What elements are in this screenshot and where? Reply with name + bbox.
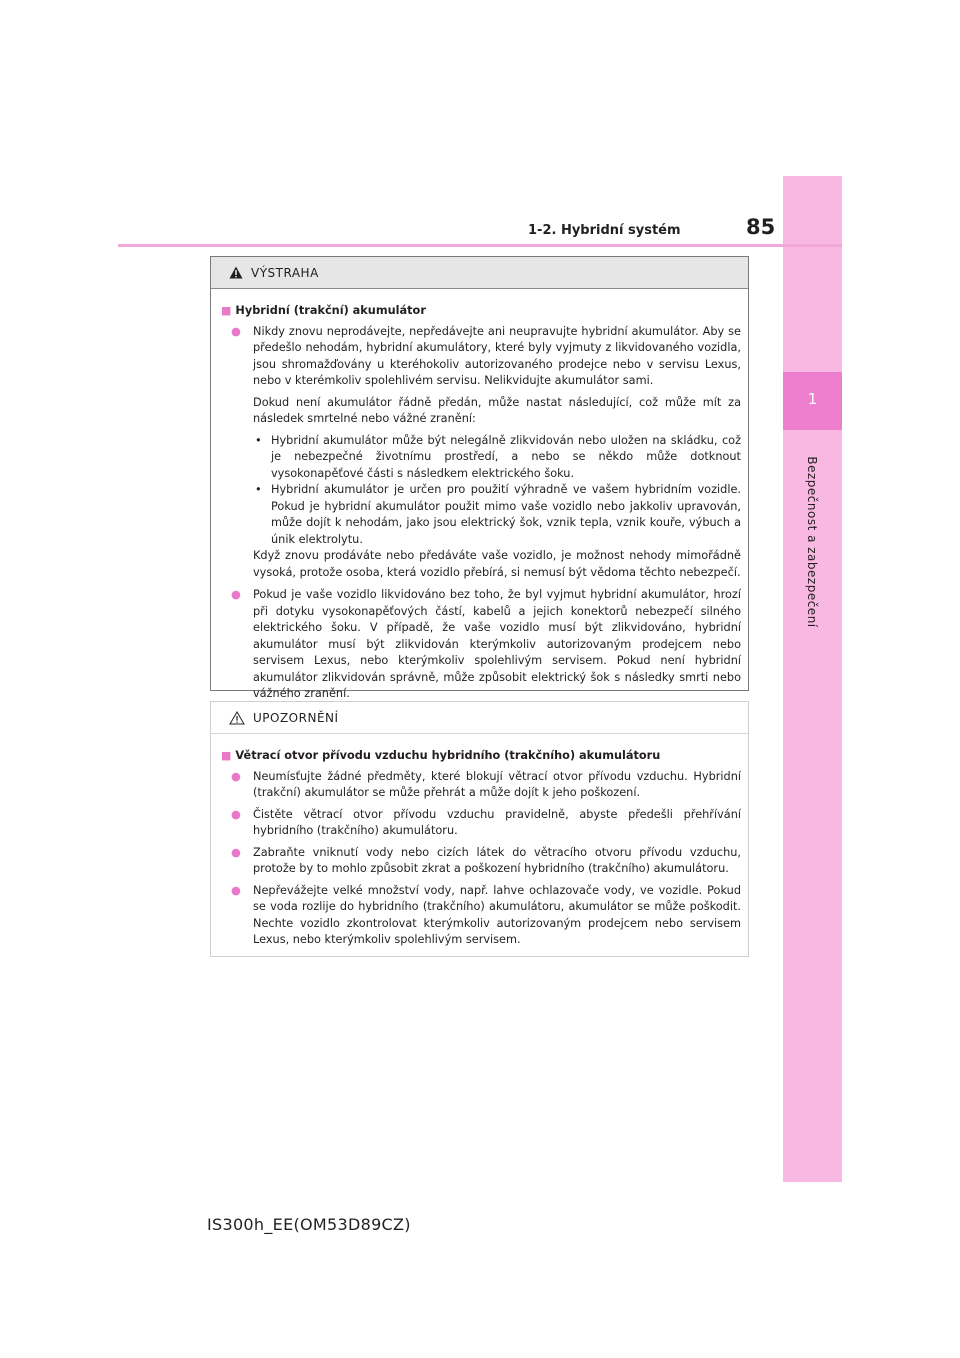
warning-triangle-icon bbox=[229, 266, 243, 279]
caution-bullet-text: Neumísťujte žádné předměty, které blokují větrací otvor přívodu vzduchu. Hybridní (trakční) akumulátor se může přehrát a může dojít k jeho poškození. bbox=[253, 769, 741, 799]
caution-bullet bbox=[221, 807, 741, 840]
dot-marker-icon: • bbox=[255, 483, 262, 496]
warning-paragraph: Dokud není akumulátor řádně předán, může nastat následující, což může mít za následek smrtelné nebo vážné zranění: bbox=[253, 395, 741, 425]
round-bullet-icon: ● bbox=[231, 769, 241, 783]
caution-bullet-text: Čistěte větrací otvor přívodu vzduchu pravidelně, abyste předešli přehřívání hybridního (trakčního) akumulátoru. bbox=[253, 807, 741, 837]
caution-header bbox=[211, 702, 748, 734]
warning-subitem bbox=[253, 433, 741, 483]
section-title: 1-2. Hybridní systém bbox=[528, 223, 681, 238]
round-bullet-icon: ● bbox=[231, 845, 241, 859]
chapter-number: 1 bbox=[807, 390, 818, 408]
header-rule bbox=[118, 244, 842, 247]
caution-box bbox=[210, 701, 749, 957]
warning-title bbox=[221, 303, 741, 320]
warning-bullet-text: Pokud je vaše vozidlo likvidováno bez toho, že byl vyjmut hybridní akumulátor, hrozí při dotyku vysokonapěťových částí, kabelů a jejich konektorů nebezpečí silného elektrického šoku. V případě, že vaše vozidlo musí být zlikvidováno, hybridní akumulátor musí být zlikvidován kterýmkoliv autorizovaným prodejcem nebo servisem Lexus, nebo kterýmkoliv spolehlivým servisem. Pokud není hybridní akumulátor zlikvidován správně, může způsobit elektrický šok s následky smrti nebo vážného zranění. bbox=[253, 588, 741, 700]
caution-bullet-text: Nepřevážejte velké množství vody, např. lahve ochlazovače vody, ve vozidle. Pokud se voda rozlije do hybridního (trakčního) akumulátoru, akumulátor se může poškodit. Nechte vozidlo zkontrolovat kterýmkoliv autorizovaným prodejcem nebo servisem Lexus, nebo kterýmkoliv spolehlivým servisem. bbox=[253, 883, 741, 946]
caution-bullet-text: Zabraňte vniknutí vody nebo cizích látek do větracího otvoru přívodu vzduchu, protože by to mohlo způsobit zkrat a poškození hybridního (trakčního) akumulátoru. bbox=[253, 845, 741, 875]
warning-subitem-text: Hybridní akumulátor je určen pro použití výhradně ve vašem hybridním vozidle. Pokud je hybridní akumulátor použit mimo vaše vozidlo nebo jakkoliv upravován, může dojít k nehodám, jako jsou elektrický šok, vznik tepla, vznik kouře, výbuch a únik elektrolytu. bbox=[271, 483, 741, 546]
page-number: 85 bbox=[746, 215, 776, 239]
round-bullet-icon: ● bbox=[231, 588, 241, 601]
warning-title-text: Hybridní (trakční) akumulátor bbox=[235, 304, 426, 317]
warning-header bbox=[211, 257, 748, 289]
dot-marker-icon: • bbox=[255, 433, 262, 447]
warning-bullet-text: Nikdy znovu neprodávejte, nepředávejte ani neupravujte hybridní akumulátor. Aby se předešlo nehodám, hybridní akumulátory, které byly vyjmuty z likvidovaného vozidla, jsou shromažďovány u kteréhokoliv autorizovaného prodejce nebo v servisu Lexus, nebo v kterémkoliv spolehlivém servisu. Nelikvidujte akumulátor sami. bbox=[253, 324, 741, 387]
warning-subitem-text: Hybridní akumulátor může být nelegálně zlikvidován nebo uložen na skládku, což je nebezpečné životnímu prostředí, a nebo se někdo může dotknout vysokonapěťové části s následkem elektrického šoku. bbox=[271, 433, 741, 480]
warning-heading: VÝSTRAHA bbox=[251, 265, 319, 280]
side-chapter-tab bbox=[783, 176, 842, 1182]
warning-paragraph: Když znovu prodáváte nebo předáváte vaše vozidlo, je možnost nehody mimořádně vysoká, protože osoba, která vozidlo přebírá, si nemusí být vědoma těchto nebezpečí. bbox=[253, 549, 741, 579]
warning-box bbox=[210, 256, 749, 700]
round-bullet-icon: ● bbox=[231, 883, 241, 897]
caution-heading: UPOZORNĚNÍ bbox=[253, 710, 339, 725]
square-bullet-icon: ■ bbox=[221, 749, 232, 762]
round-bullet-icon: ● bbox=[231, 807, 241, 821]
caution-triangle-icon bbox=[229, 711, 245, 725]
warning-body bbox=[211, 289, 748, 703]
square-bullet-icon: ■ bbox=[221, 304, 232, 317]
caution-bullet bbox=[221, 845, 741, 878]
caution-title bbox=[221, 748, 741, 765]
warning-bullet bbox=[221, 587, 741, 703]
warning-bullet bbox=[221, 324, 741, 390]
caution-bullet bbox=[221, 883, 741, 949]
round-bullet-icon: ● bbox=[231, 324, 241, 338]
caution-body bbox=[211, 734, 748, 949]
chapter-label: Bezpečnost a zabezpečení bbox=[805, 456, 819, 628]
warning-subitem bbox=[253, 482, 741, 548]
footer-code: IS300h_EE(OM53D89CZ) bbox=[207, 1215, 411, 1234]
caution-bullet bbox=[221, 769, 741, 802]
caution-title-text: Větrací otvor přívodu vzduchu hybridního (trakčního) akumulátoru bbox=[235, 749, 661, 762]
